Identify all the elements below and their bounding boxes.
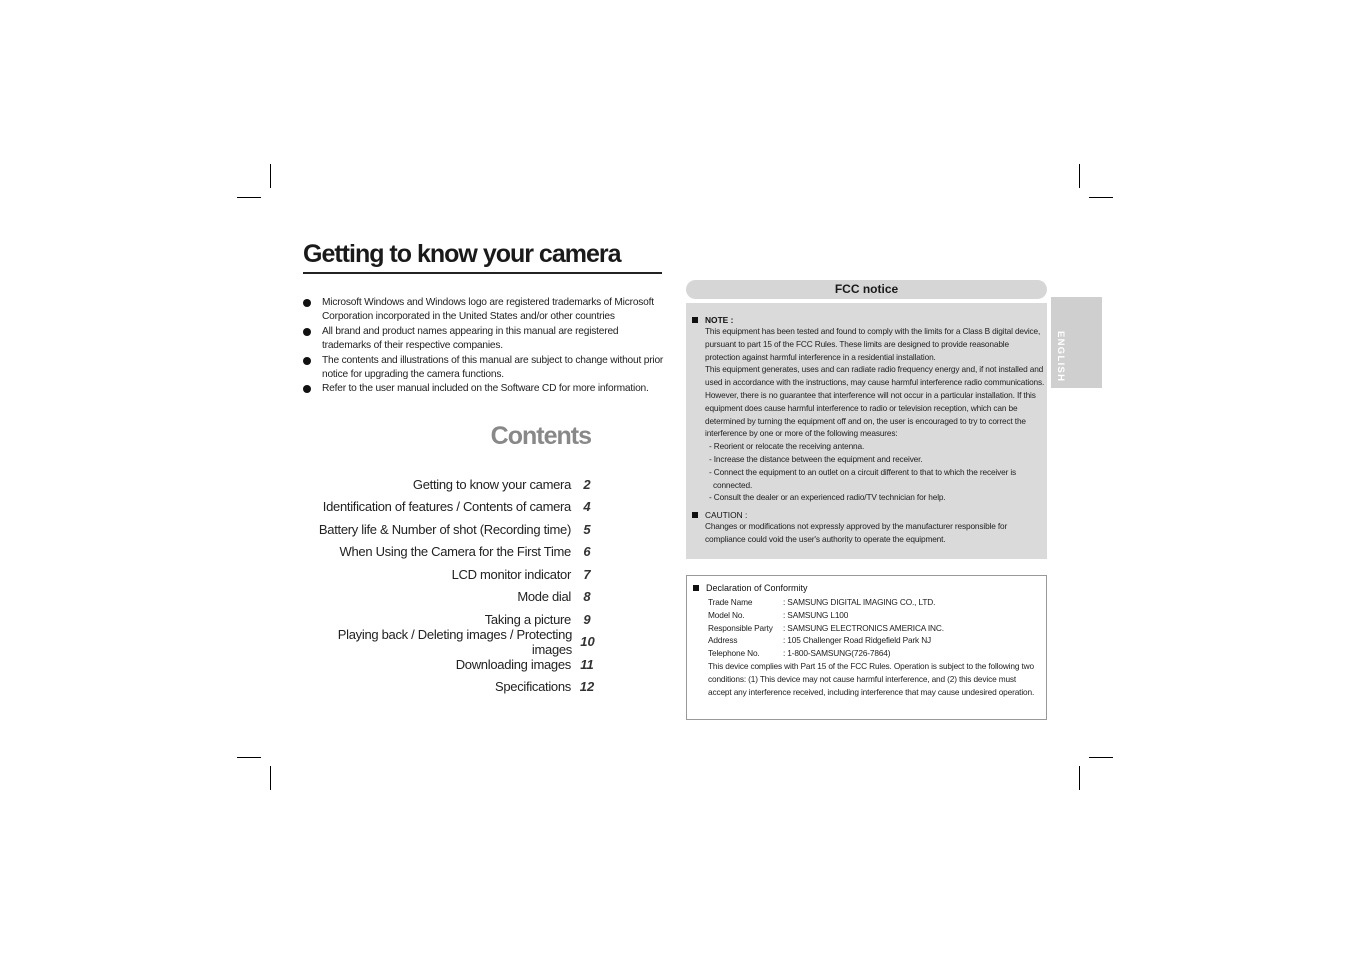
toc-page-number: 11 — [580, 656, 594, 672]
declaration-heading — [693, 583, 1040, 593]
field-key: Model No. — [708, 609, 745, 620]
notice-item — [303, 325, 665, 354]
field-key: Trade Name — [708, 597, 753, 607]
field-value: : 105 Challenger Road Ridgefield Park NJ — [783, 635, 932, 646]
toc-label: When Using the Camera for the First Time — [339, 544, 571, 560]
note-heading — [692, 315, 1045, 325]
field-value: : 1-800-SAMSUNG(726-7864) — [783, 648, 891, 659]
square-bullet-icon — [692, 512, 698, 518]
toc-page-number: 12 — [579, 679, 595, 695]
toc-label: Specifications — [494, 679, 571, 695]
note-heading-text: NOTE : — [705, 315, 734, 325]
toc-label: Taking a picture — [484, 611, 571, 627]
toc-label: Identification of features / Contents of camera — [322, 499, 571, 515]
page-title: Getting to know your camera — [303, 240, 662, 274]
crop-mark — [1089, 197, 1113, 198]
bullet-icon — [303, 299, 311, 307]
crop-mark — [1089, 757, 1113, 758]
caution-body: Changes or modifications not expressly approved by the manufacturer responsible for compliance could void the user's authority to operate the equipment. — [705, 521, 1008, 544]
field-value: : SAMSUNG ELECTRONICS AMERICA INC. — [783, 622, 944, 633]
measure-item: - Reorient or relocate the receiving antenna. — [709, 441, 865, 452]
toc-entry[interactable] — [303, 473, 603, 496]
crop-mark — [270, 766, 271, 790]
toc-entry[interactable] — [303, 518, 603, 541]
toc-label: Battery life & Number of shot (Recording time) — [318, 521, 571, 537]
square-bullet-icon — [693, 585, 699, 591]
table-of-contents — [303, 473, 603, 698]
notice-text: Refer to the user manual included on the Software CD for more information. — [322, 383, 649, 395]
toc-label: Downloading images — [455, 656, 571, 672]
toc-label: Playing back / Deleting images / Protecting images — [337, 626, 572, 657]
notice-item — [303, 296, 665, 325]
declaration-field — [708, 609, 1040, 622]
notice-list — [303, 296, 665, 397]
declaration-text: This device complies with Part 15 of the FCC Rules. Operation is subject to the following two conditions: (1) This device may not cause harmful interference, and (2) this device must accept any interference received, including interference that may cause undesired operation. — [708, 660, 1035, 697]
declaration-body — [693, 596, 1040, 698]
declaration-field — [708, 596, 1040, 609]
field-value: : SAMSUNG DIGITAL IMAGING CO., LTD. — [783, 597, 936, 607]
toc-entry[interactable] — [303, 496, 603, 519]
toc-page-number: 5 — [583, 521, 591, 537]
toc-page-number: 2 — [583, 476, 591, 492]
crop-mark — [1079, 766, 1080, 790]
field-value: : SAMSUNG L100 — [783, 609, 849, 620]
note-paragraph: This equipment generates, uses and can radiate radio frequency energy and, if not installed and used in accordance with the instructions, may cause harmful interference radio communications. However, there is no guarantee that interference will not occur in a particular installation. If this equipment does cause harmful interference to radio or television reception, which can be determined by turning the equipment off and on, the user is encouraged to try to correct the interference by one or more of the following measures: — [705, 364, 1045, 439]
declaration-field — [708, 622, 1040, 635]
bullet-icon — [303, 385, 311, 393]
toc-page-number: 10 — [580, 634, 595, 650]
note-body — [692, 325, 1045, 504]
toc-label: Getting to know your camera — [412, 476, 571, 492]
note-paragraph: This equipment has been tested and found to comply with the limits for a Class B digital device, pursuant to part 15 of the FCC Rules. These limits are designed to provide reasonable protection against harmful interference in a residential installation. — [705, 326, 1041, 362]
toc-page-number: 8 — [583, 589, 591, 605]
toc-page-number: 7 — [583, 566, 591, 582]
toc-entry[interactable] — [303, 676, 603, 699]
bullet-icon — [303, 357, 311, 365]
square-bullet-icon — [692, 317, 698, 323]
measure-item: - Consult the dealer or an experienced radio/TV technician for help. — [709, 492, 946, 503]
fcc-notice-box — [686, 303, 1047, 559]
language-tab-label: ENGLISH — [1055, 331, 1066, 383]
toc-page-number: 4 — [583, 499, 591, 515]
measure-item: - Increase the distance between the equipment and receiver. — [709, 453, 923, 464]
notice-item — [303, 382, 665, 396]
toc-label: LCD monitor indicator — [451, 566, 571, 582]
toc-label: Mode dial — [517, 589, 571, 605]
toc-entry[interactable] — [303, 541, 603, 564]
declaration-field — [708, 647, 1040, 660]
toc-entry[interactable] — [303, 563, 603, 586]
caution-heading-text: CAUTION : — [705, 510, 748, 521]
notice-item — [303, 354, 665, 383]
contents-heading: Contents — [490, 422, 591, 450]
field-key: Telephone No. — [708, 648, 760, 659]
field-key: Responsible Party — [708, 622, 773, 633]
bullet-icon — [303, 328, 311, 336]
declaration-heading-text: Declaration of Conformity — [706, 583, 808, 593]
crop-mark — [237, 757, 261, 758]
toc-entry[interactable] — [303, 626, 603, 657]
toc-page-number: 6 — [583, 544, 591, 560]
crop-mark — [237, 197, 261, 198]
toc-page-number: 9 — [583, 611, 591, 627]
toc-entry[interactable] — [303, 586, 603, 609]
notice-text: The contents and illustrations of this manual are subject to change without prior notice for upgrading the camera functions. — [322, 354, 664, 381]
caution-heading — [692, 510, 1045, 520]
declaration-of-conformity-box — [686, 575, 1047, 720]
measure-item: - Connect the equipment to an outlet on a circuit different to that to which the receiver is connected. — [709, 466, 1017, 490]
field-key: Address — [708, 635, 738, 646]
notice-text: All brand and product names appearing in this manual are registered trademarks of their respective companies. — [322, 325, 619, 352]
crop-mark — [270, 164, 271, 188]
notice-text: Microsoft Windows and Windows logo are registered trademarks of Microsoft Corporation incorporated in the United States and/or other countries — [322, 297, 654, 323]
declaration-field — [708, 634, 1040, 647]
fcc-notice-heading: FCC notice — [686, 280, 1047, 299]
crop-mark — [1079, 164, 1080, 188]
